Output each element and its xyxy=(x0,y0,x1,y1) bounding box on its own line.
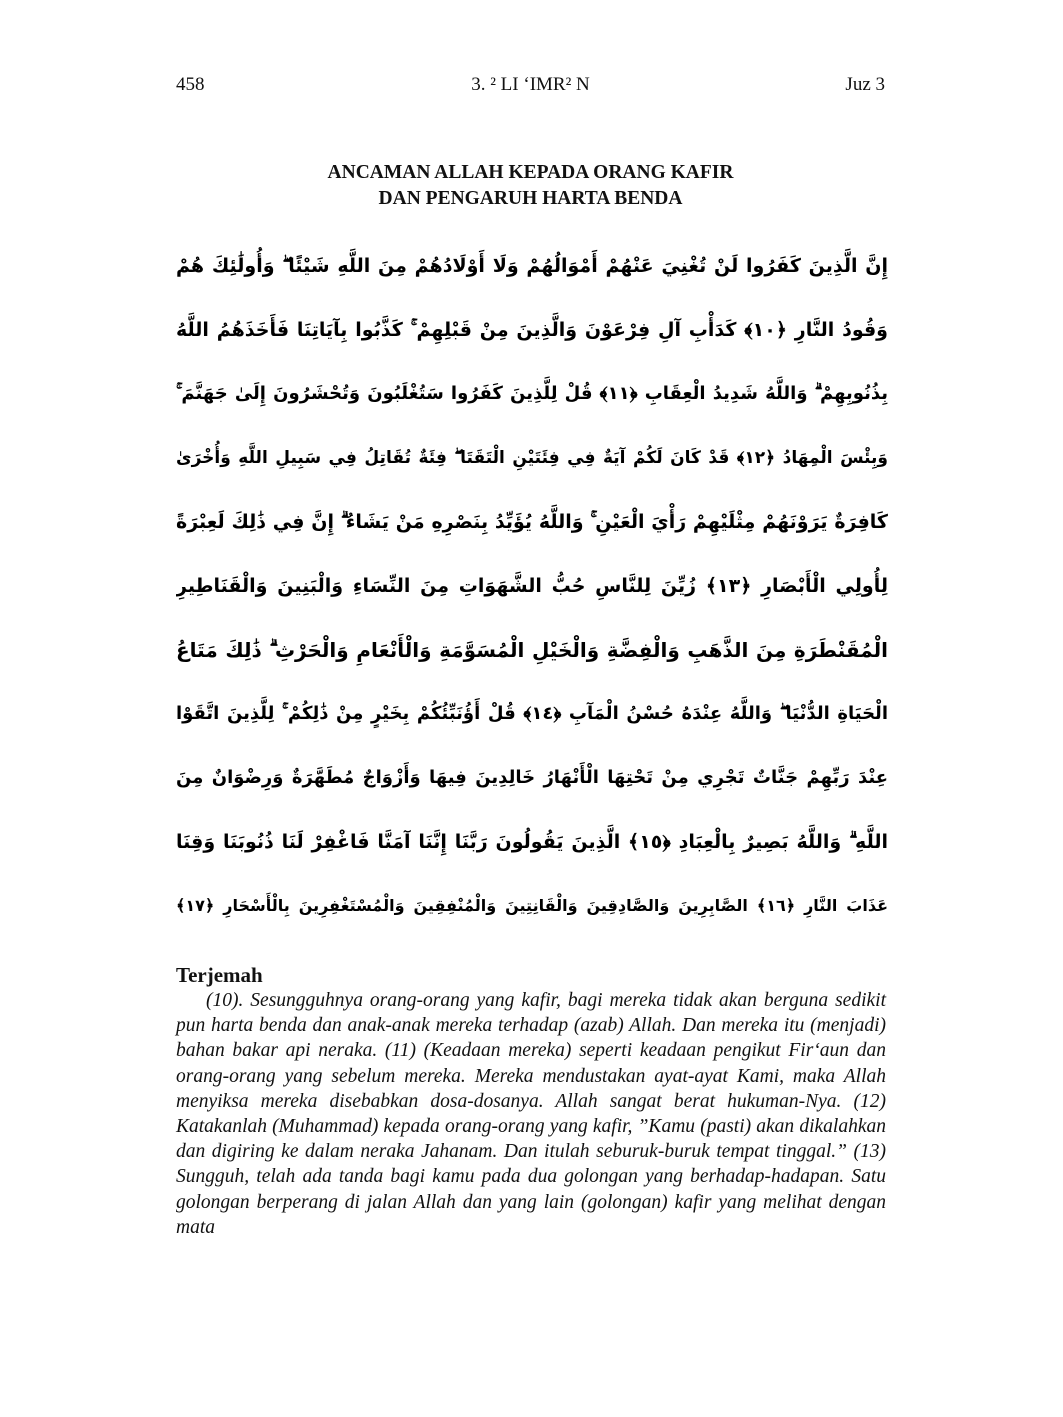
arabic-line: وَقُودُ النَّارِ ﴿١٠﴾ كَدَأْبِ آلِ فِرْعَوْنَ وَالَّذِينَ مِنْ قَبْلِهِمْ ۚ كَذَّبُوا بِآيَاتِنَا فَأَخَذَهُمُ اللَّهُ xyxy=(176,319,888,341)
juz-label: Juz 3 xyxy=(845,74,885,95)
arabic-text-block xyxy=(176,234,888,936)
arabic-line: عِنْدَ رَبِّهِمْ جَنَّاتٌ تَجْرِي مِنْ تَحْتِهَا الْأَنْهَارُ خَالِدِينَ فِيهَا وَأَزْوَاجٌ مُطَهَّرَةٌ وَرِضْوَانٌ مِنَ xyxy=(176,767,888,788)
arabic-line: عَذَابَ النَّارِ ﴿١٦﴾ الصَّابِرِينَ وَالصَّادِقِينَ وَالْقَانِتِينَ وَالْمُنْفِقِينَ وَالْمُسْتَغْفِرِينَ بِالْأَسْحَارِ ﴿١٧﴾ xyxy=(176,896,888,915)
translation-text: (10). Sesungguhnya orang-orang yang kafir, bagi mereka tidak akan berguna sedikit pun harta benda dan anak-anak mereka terhadap (azab) Allah. Dan mereka itu (menjadi) bahan bakar api neraka. (11) (Keadaan mereka) seperti keadaan pengikut Fir‘aun dan orang-orang yang sebelum mereka. Mereka mendustakan ayat-ayat Kami, maka Allah menyiksa mereka disebabkan dosa-dosanya. Allah sangat berat hukuman-Nya. (12) Katakanlah (Muhammad) kepada orang-orang yang kafir, ”Kamu (pasti) akan dikalahkan dan digiring ke dalam neraka Jahanam. Dan itulah seburuk-buruk tempat tinggal.” (13) Sungguh, telah ada tanda bagi kamu pada dua golongan yang berhadap-hadapan. Satu golongan berperang di jalan Allah dan yang lain (golongan) kafir yang melihat dengan mata xyxy=(176,990,886,1238)
page-number: 458 xyxy=(176,74,205,95)
page-header xyxy=(176,72,885,98)
surah-title: 3. ² LI ‘IMR² N xyxy=(471,74,590,95)
arabic-line: الْحَيَاةِ الدُّنْيَا ۖ وَاللَّهُ عِنْدَهُ حُسْنُ الْمَآبِ ﴿١٤﴾ قُلْ أَؤُنَبِّئُكُمْ بِخَيْرٍ مِنْ ذَٰلِكُمْ ۚ لِلَّذِينَ اتَّقَوْا xyxy=(176,703,888,724)
arabic-line: الْمُقَنْطَرَةِ مِنَ الذَّهَبِ وَالْفِضَّةِ وَالْخَيْلِ الْمُسَوَّمَةِ وَالْأَنْعَامِ وَالْحَرْثِ ۗ ذَٰلِكَ مَتَاعُ xyxy=(176,638,888,662)
section-title xyxy=(176,160,885,212)
section-title-line-2: DAN PENGARUH HARTA BENDA xyxy=(378,188,683,209)
arabic-line: وَبِئْسَ الْمِهَادُ ﴿١٢﴾ قَدْ كَانَ لَكُمْ آيَةٌ فِي فِئَتَيْنِ الْتَقَتَا ۖ فِئَةٌ تُقَاتِلُ فِي سَبِيلِ اللَّهِ وَأُخْرَىٰ xyxy=(176,448,888,468)
section-title-line-1: ANCAMAN ALLAH KEPADA ORANG KAFIR xyxy=(327,162,734,183)
translation-heading: Terjemah xyxy=(176,963,263,987)
arabic-line: إِنَّ الَّذِينَ كَفَرُوا لَنْ تُغْنِيَ عَنْهُمْ أَمْوَالُهُمْ وَلَا أَوْلَادُهُمْ مِنَ اللَّهِ شَيْئًا ۖ وَأُولَٰئِكَ هُمْ xyxy=(176,255,888,277)
arabic-line: كَافِرَةٌ يَرَوْنَهُمْ مِثْلَيْهِمْ رَأْيَ الْعَيْنِ ۚ وَاللَّهُ يُؤَيِّدُ بِنَصْرِهِ مَنْ يَشَاءُ ۗ إِنَّ فِي ذَٰلِكَ لَعِبْرَةً xyxy=(176,511,888,533)
arabic-line: بِذُنُوبِهِمْ ۗ وَاللَّهُ شَدِيدُ الْعِقَابِ ﴿١١﴾ قُلْ لِلَّذِينَ كَفَرُوا سَتُغْلَبُونَ وَتُحْشَرُونَ إِلَىٰ جَهَنَّمَ ۚ xyxy=(176,383,888,404)
arabic-line: لِأُولِي الْأَبْصَارِ ﴿١٣﴾ زُيِّنَ لِلنَّاسِ حُبُّ الشَّهَوَاتِ مِنَ النِّسَاءِ وَالْبَنِينَ وَالْقَنَاطِيرِ xyxy=(176,575,888,597)
arabic-line: اللَّهِ ۗ وَاللَّهُ بَصِيرٌ بِالْعِبَادِ ﴿١٥﴾ الَّذِينَ يَقُولُونَ رَبَّنَا إِنَّنَا آمَنَّا فَاغْفِرْ لَنَا ذُنُوبَنَا وَقِنَا xyxy=(176,831,888,853)
